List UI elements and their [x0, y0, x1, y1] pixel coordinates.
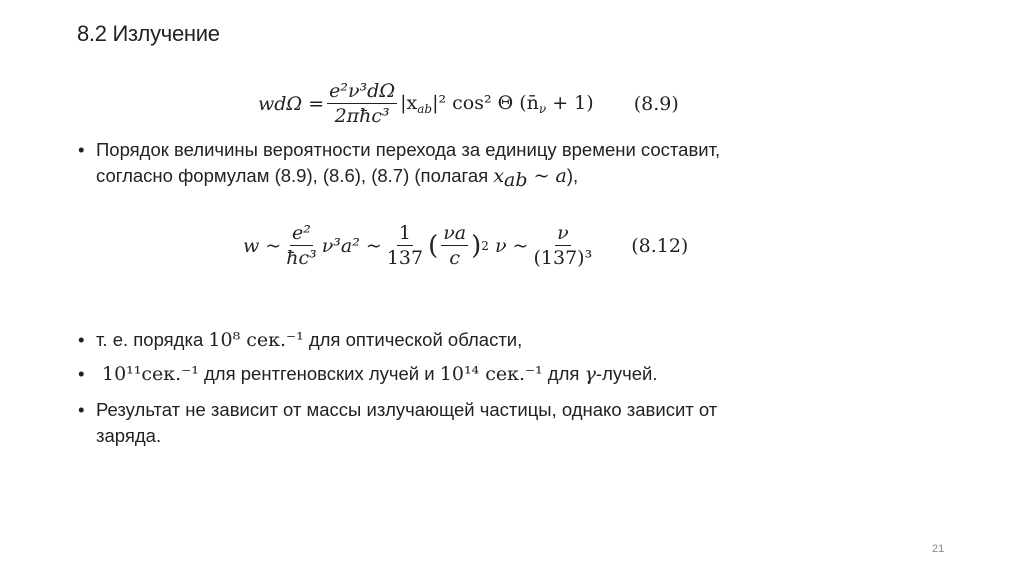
bullet-icon: • [78, 329, 85, 350]
eq-lhs: w ~ [243, 234, 282, 257]
equation-number: (8.9) [633, 92, 679, 115]
eq-fraction: $\frac{\nu}{\text{(137)³}}$ [533, 222, 593, 269]
eq-fraction: $\frac{\nu a}{c}$ [443, 222, 467, 269]
equation-8-9 [258, 80, 679, 127]
numerator: e²ν³dΩ [329, 80, 396, 102]
eq-fraction [327, 80, 397, 127]
page-number: 21 [932, 543, 945, 555]
bullet-icon: • [78, 139, 85, 160]
bullet-text: 10¹¹сек.⁻¹ для рентгеновских лучей и 10¹⁴ сек.⁻¹ для γ-лучей. [102, 363, 658, 385]
eq-term: ν³a² ~ [321, 234, 382, 257]
equation-8-12: w ~ $\frac{\text{e²}}{\text{ħc³}}$ ν³a² ~ $\frac{1}{137}$ ( $\frac{\nu a}{c}$ ) 2 ν ~ $\frac{\nu}{\text{(137)³}}$ (8.12) [243, 222, 689, 269]
bullet-item [78, 327, 522, 353]
bullet-icon: • [78, 363, 85, 384]
bullet-text: Результат не зависит от массы излучающей частицы, однако зависит от заряда. [96, 399, 718, 446]
eq-term: $|x_{ab}|^2$ cos² Θ $(n̄_\nu + 1)$ [400, 91, 594, 116]
bullet-icon: • [78, 399, 85, 420]
eq-fraction: $\frac{1}{137}$ [386, 222, 424, 269]
equation-number: (8.12) [631, 234, 689, 257]
bullet-item [78, 137, 720, 193]
eq-term: ν ~ [494, 234, 529, 257]
bullet-item [78, 397, 717, 449]
denominator: 2πħc³ [334, 105, 390, 127]
eq-lhs: wdΩ = [258, 92, 325, 115]
eq-fraction: $\frac{\text{e²}}{\text{ħc³}}$ [286, 222, 317, 269]
bullet-item [78, 361, 658, 387]
bullet-text: т. е. порядка 10⁸ сек.⁻¹ для оптической области, [96, 329, 523, 351]
bullet-text: Порядок величины вероятности перехода за единицу времени составит, согласно формулам (8.9), (8.6), (8.7) (полагая $x_{ab}$ ~ a), [96, 139, 721, 191]
slide-title: 8.2 Излучение [77, 21, 220, 46]
